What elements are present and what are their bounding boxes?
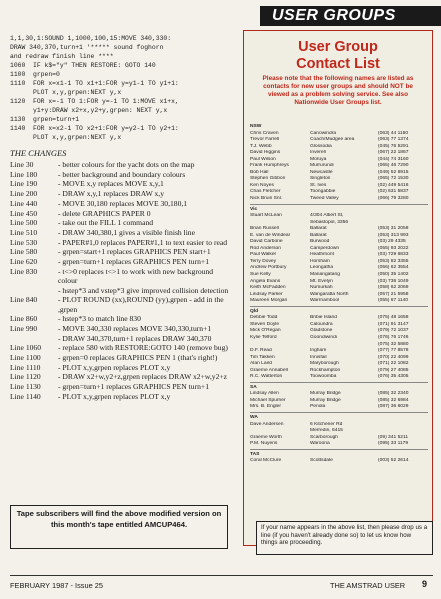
section-divider	[250, 412, 428, 413]
change-line-number: Line 860	[10, 314, 38, 324]
change-line-number: Line 450	[10, 208, 38, 218]
contact-town: Maryborough	[310, 361, 339, 367]
change-row	[10, 209, 232, 218]
changes-heading: THE CHANGES	[10, 148, 67, 158]
section-divider	[250, 382, 428, 383]
footer-magazine: THE AMSTRAD USER	[330, 581, 406, 590]
change-description: - grpen=0 replaces GRAPHICS PEN 1 (that's right!)	[58, 353, 218, 363]
contact-town: Scottsdale	[310, 458, 333, 464]
change-description: - better background and boundary colours	[58, 169, 186, 179]
contact-town: Coach/Mudgee area	[310, 137, 355, 143]
change-description: - PLOT ROUND (xx),ROUND (yy),grpen - add in the ,grpen	[58, 295, 224, 314]
contact-phone: (076) 76 1746	[378, 334, 409, 340]
change-row	[10, 324, 232, 333]
contact-phone: (079) 27 4085	[378, 367, 409, 373]
contact-title-line1: User Group	[298, 39, 378, 55]
contact-phone: (087) 36 6029	[378, 404, 409, 410]
contact-phone: (049) 52 6915	[378, 169, 409, 175]
change-row	[10, 295, 232, 313]
contact-phone: (076) 35 4305	[378, 374, 409, 380]
section-title: USER GROUPS	[272, 7, 396, 24]
change-row	[10, 392, 232, 401]
listing-line: 1130 grpen=turn+1	[10, 116, 80, 123]
contact-town: Glossodia	[310, 143, 332, 149]
contact-name: Sue Kelly	[250, 272, 271, 278]
contact-phone: (075) 48 1658	[378, 315, 409, 321]
change-line-number	[10, 286, 58, 295]
contact-town: Wangaratta North	[310, 291, 349, 297]
state-label: TAS	[250, 451, 260, 457]
contact-phone: (085) 32 6984	[378, 397, 409, 403]
contact-name: Ken Noyes	[250, 182, 274, 188]
contact-phone: (095) 33 1179	[378, 441, 409, 447]
contact-town: Toongabbie	[310, 189, 336, 195]
change-row	[10, 372, 232, 381]
change-line-number: Line 1060	[10, 343, 42, 353]
contact-name: Coral McClure	[250, 458, 282, 464]
contact-town: Waroona	[310, 441, 330, 447]
contact-name: Bob Hall	[250, 169, 269, 175]
change-description: - t<>0 replaces t<>1 to work with new background colour	[58, 266, 214, 285]
contact-town: Warrnambool	[310, 298, 340, 304]
contact-town: Murray Bridge	[310, 391, 341, 397]
change-row	[10, 199, 232, 208]
contact-name: Keith McFadden	[250, 285, 286, 291]
change-line-number: Line 840	[10, 295, 38, 305]
contact-phone: (03) 736 1049	[378, 278, 409, 284]
state-label: WA	[250, 414, 258, 420]
contact-town: Mt. Evelyn	[310, 278, 333, 284]
contact-row	[250, 404, 428, 411]
listing-line: PLOT x,y,grpen:NEXT y,x	[10, 134, 122, 141]
change-row	[10, 228, 232, 237]
contact-phone: (053) 31 2058	[378, 226, 409, 232]
contact-phone: (079) 72 1037	[378, 328, 409, 334]
contact-phone: (058) 62 2069	[378, 285, 409, 291]
change-line-number: Line 1110	[10, 362, 41, 372]
change-description: - MOVE x,y replaces MOVE x,y,1	[58, 179, 164, 189]
contact-town: Numurkah	[310, 285, 333, 291]
section-divider	[250, 449, 428, 450]
contact-town: Innisfail	[310, 354, 327, 360]
contact-town: Murrurundi	[310, 163, 334, 169]
change-row	[10, 218, 232, 227]
left-column	[10, 34, 232, 402]
contact-town: Tweed Valley	[310, 196, 339, 202]
contact-town: Camperdown	[310, 245, 340, 251]
contact-town: Canowindra	[310, 130, 337, 136]
tape-subscriber-notice: Tape subscribers will find the above modified version on this month's tape entitled AMCUP464.	[10, 505, 228, 549]
contact-row	[250, 196, 428, 203]
change-description: - take out the FILL 1 command	[58, 218, 154, 228]
change-description: - PLOT x,y,grpen replaces PLOT x,y	[58, 362, 171, 372]
contact-name: Michael Spurrier	[250, 397, 286, 403]
contact-town: Manangatang	[310, 272, 340, 278]
listing-line: y1+y:DRAW x2+x,y2+y,grpen: NEXT y,x	[10, 107, 168, 114]
contact-title-line2: Contact List	[296, 56, 380, 72]
change-line-number: Line 180	[10, 169, 38, 179]
change-row	[10, 334, 232, 343]
contact-name: Angela Evans	[250, 278, 281, 284]
change-row	[10, 257, 232, 266]
change-line-number: Line 1130	[10, 382, 41, 392]
listing-line: 1,1,30,1:SOUND 1,1000,100,15:MOVE 340,330:	[10, 35, 172, 42]
change-description: - hstep*3 and vstep*3 give improved collision detection	[58, 285, 229, 295]
contact-town: Toowoomba	[310, 374, 337, 380]
contact-name: Dave Andersen	[250, 421, 284, 427]
contact-phone: (071) 91 3147	[378, 321, 409, 327]
contact-town: Gladstone	[310, 328, 333, 334]
section-divider	[250, 306, 428, 307]
change-description: - DRAW 340,370,turn+1 replaces DRAW 340,370	[58, 333, 212, 343]
contact-town: Murray Bridge	[310, 397, 341, 403]
contact-phone: (067) 22 1867	[378, 150, 409, 156]
change-line-number: Line 1140	[10, 391, 41, 401]
change-line-number: Line 440	[10, 198, 38, 208]
contact-phone: (063) 44 1150	[378, 130, 409, 136]
contact-phone: (055) 93 2022	[378, 245, 409, 251]
change-description: - replace 580 with RESTORE:GOTO 140 (remove bug)	[58, 343, 228, 353]
change-line-number: Line 580	[10, 247, 38, 257]
contact-name: Lindsay Allen	[250, 391, 279, 397]
contact-phone: (03) 29 4335	[378, 239, 406, 245]
change-row	[10, 247, 232, 256]
contact-name: Chris Craven	[250, 130, 279, 136]
contact-phone: (071) 22 1082	[378, 361, 409, 367]
change-row	[10, 363, 232, 372]
listing-line: 1120 FOR x=-1 TO 1:FOR y=-1 TO 1:MOVE x1+x,	[10, 98, 179, 105]
change-description: - DRAW x2+w,y2+z,grpen replaces DRAW x2+w,y2+z	[58, 372, 228, 382]
contact-row	[250, 298, 428, 305]
contact-list-box	[243, 30, 433, 546]
contact-phone: (066) 79 3280	[378, 196, 409, 202]
contact-town: Penola	[310, 404, 326, 410]
listing-line: and redraw finish line ****	[10, 53, 114, 60]
contact-name: Paul Wilson	[250, 156, 276, 162]
contact-phone: (09) 341 5211	[378, 434, 409, 440]
contact-town: Merredin, 6415	[310, 428, 343, 434]
contact-name: Alan Laird	[250, 361, 273, 367]
state-label: SA	[250, 384, 257, 390]
contact-phone: (065) 72 1530	[378, 176, 409, 182]
contact-name: Graeme Worth	[250, 434, 282, 440]
contact-name: R.C. Watterton	[250, 374, 283, 380]
change-description: - PLOT x,y,grpen replaces PLOT x,y	[58, 391, 171, 401]
contact-name: T.J. Webb	[250, 143, 272, 149]
change-row	[10, 267, 232, 285]
contact-name: Stuart McLean	[250, 213, 282, 219]
contact-name: Debbie Todd	[250, 315, 278, 321]
contact-name: Andrew Portbury	[250, 265, 287, 271]
contact-row	[250, 458, 428, 465]
contact-town: Bribie Island	[310, 315, 337, 321]
change-row	[10, 343, 232, 352]
contact-name: Lindsay Parker	[250, 291, 283, 297]
contact-row	[250, 441, 428, 448]
basic-listing	[10, 34, 232, 142]
change-description: - better colours for the yacht dots on the map	[58, 160, 195, 169]
contact-phone: (070) 22 4099	[378, 354, 409, 360]
contact-name: Tim Takken	[250, 354, 275, 360]
contact-phone: (003) 52 2614	[378, 458, 409, 464]
change-line-number: Line 620	[10, 257, 38, 267]
change-description: - grpen=turn+1 replaces GRAPHICS PEN turn+1	[58, 257, 209, 267]
change-description: - PAPER#1,0 replaces PAPER#1,1 to text easier to read	[58, 237, 228, 247]
change-row	[10, 179, 232, 188]
changes-table	[10, 160, 232, 401]
contact-name: E. van de Windeal	[250, 232, 290, 238]
contact-row	[250, 374, 428, 381]
state-label: Qld	[250, 308, 259, 314]
change-line-number: Line 1100	[10, 353, 41, 363]
contact-phone: (03) 729 6833	[378, 252, 409, 258]
listing-line: 1060 IF k$="y" THEN RESTORE: GOTO 140	[10, 62, 156, 69]
contact-phone: (077) 77 8578	[378, 348, 409, 354]
contact-town: Scarborough	[310, 434, 339, 440]
contact-name: Rod Anderson	[250, 245, 281, 251]
contact-town: Heathmont	[310, 252, 334, 258]
contact-name: P.M. Nuyens	[250, 441, 278, 447]
listing-line: 1140 FOR x=x2-1 TO x2+1:FOR y=y2-1 TO y2+1:	[10, 125, 179, 132]
change-line-number: Line 830	[10, 266, 38, 276]
contact-town: Rockhampton	[310, 367, 341, 373]
change-line-number: Line 990	[10, 323, 38, 333]
contact-town: 4/304 Albert St,	[310, 213, 344, 219]
contact-phone: (056) 62 3554	[378, 265, 409, 271]
contact-phone: (050) 35 1402	[378, 272, 409, 278]
page-number: 9	[422, 579, 428, 589]
contact-name: Mrs. B. Engler	[250, 404, 281, 410]
contact-phone: (085) 32 2340	[378, 391, 409, 397]
change-description: - grpen=start+1 replaces GRAPHICS PEN start+1	[58, 247, 211, 257]
contact-name: Stephen Gibbon	[250, 176, 286, 182]
change-description: - delete GRAPHICS PAPER 0	[58, 208, 151, 218]
state-label: NSW	[250, 124, 262, 129]
contact-phone: (053) 82 3355	[378, 258, 409, 264]
contact-name: David Higgins	[250, 150, 281, 156]
change-line-number: Line 1120	[10, 372, 41, 382]
contact-town: Ballarat	[310, 232, 327, 238]
contact-list-title	[244, 39, 432, 73]
contact-name: Terry Dovey	[250, 258, 277, 264]
contact-phone: (055) 67 1140	[378, 298, 409, 304]
change-description: - hstep*3 to match line 830	[58, 314, 141, 324]
contact-town: Leongatha	[310, 265, 334, 271]
contact-town: Ingham	[310, 348, 327, 354]
change-row	[10, 353, 232, 362]
contact-name: David Carbone	[250, 239, 283, 245]
change-line-number	[10, 334, 58, 343]
contact-name: Mick O'Regan	[250, 328, 281, 334]
contact-phone: (057) 21 5958	[378, 291, 409, 297]
contact-town: Burwood	[310, 239, 330, 245]
change-line-number: Line 190	[10, 179, 38, 189]
footer-issue: FEBRUARY 1987 - Issue 25	[10, 581, 103, 590]
contact-phone: (044) 74 3160	[378, 156, 409, 162]
change-line-number: Line 200	[10, 189, 38, 199]
contact-phone: (02) 449 5416	[378, 182, 409, 188]
change-description: - DRAW 340,380,1 gives a visible finish line	[58, 227, 195, 237]
listing-line: DRAW 340,370,turn+1 '***** sound foghorn	[10, 44, 164, 51]
contact-list-note: Please note that the following names are listed as contacts for new user groups and should NOT be viewed as a problem solving service. See also Nationwide User Groups list.	[262, 75, 414, 106]
contact-phone: (045) 76 5291	[378, 143, 409, 149]
change-row	[10, 170, 232, 179]
state-label: Vic	[250, 206, 258, 212]
contact-town: Ballarat	[310, 226, 327, 232]
change-row	[10, 382, 232, 391]
contact-town: Singleton	[310, 176, 331, 182]
change-row	[10, 286, 232, 295]
contact-name: Maureen Morgan	[250, 298, 288, 304]
contact-phone: (02) 631 5837	[378, 189, 409, 195]
contact-name: Chas Fletcher	[250, 189, 281, 195]
contact-list	[250, 123, 428, 465]
change-row	[10, 238, 232, 247]
contact-name: Frank Humphreys	[250, 163, 289, 169]
contact-town: St. Ives	[310, 182, 327, 188]
contact-town: Goondiwindi	[310, 334, 337, 340]
contact-name: Nick Bruin Snr.	[250, 196, 283, 202]
contact-phone: (065) 46 7290	[378, 163, 409, 169]
contact-town: Caloundra	[310, 321, 333, 327]
contact-town: Sebastopol, 3356	[310, 219, 349, 225]
listing-line: 1110 FOR x=x1-1 TO x1+1:FOR y=y1-1 TO y1+1:	[10, 80, 179, 87]
section-divider	[250, 204, 428, 205]
contact-town: Inverell	[310, 150, 326, 156]
contact-name: Steven Doyle	[250, 321, 280, 327]
change-description: - grpen=turn+1 replaces GRAPHICS PEN turn+1	[58, 382, 209, 392]
footer-rule	[10, 575, 433, 576]
contact-name: Paul Walker	[250, 252, 277, 258]
change-line-number: Line 530	[10, 237, 38, 247]
contact-phone: (053) 313 993	[378, 232, 409, 238]
change-row	[10, 189, 232, 198]
contact-name: Trevor Farrell	[250, 137, 280, 143]
change-line-number: Line 510	[10, 227, 38, 237]
change-line-number: Line 30	[10, 160, 34, 169]
contact-phone: (075) 32 5880	[378, 341, 409, 347]
proceeding-note: If your name appears in the above list, then please drop us a line (if you haven't already done so) to let us know how things are proceeding.	[256, 521, 433, 555]
change-row	[10, 160, 232, 169]
listing-line: 1100 grpen=0	[10, 71, 60, 78]
contact-name: Graeme Annabell	[250, 367, 288, 373]
contact-town: Horsham	[310, 258, 330, 264]
contact-name: D.F. Read	[250, 348, 272, 354]
contact-town: 6 Kitchener Rd	[310, 421, 343, 427]
contact-phone: (063) 77 1374	[378, 137, 409, 143]
listing-line: PLOT x,y,grpen:NEXT y,x	[10, 89, 122, 96]
contact-town: Newcastle	[310, 169, 333, 175]
contact-name: Brian Russell	[250, 226, 279, 232]
change-description: - DRAW x,y,1 replaces DRAW x,y	[58, 189, 164, 199]
change-line-number: Line 500	[10, 218, 38, 228]
contact-name: Kylie Telford	[250, 334, 277, 340]
contact-town: Moruya	[310, 156, 327, 162]
change-row	[10, 314, 232, 323]
change-description: - MOVE 30,180 replaces MOVE 30,180,1	[58, 198, 188, 208]
change-description: - MOVE 340,330 replaces MOVE 340,330,turn+1	[58, 323, 212, 333]
